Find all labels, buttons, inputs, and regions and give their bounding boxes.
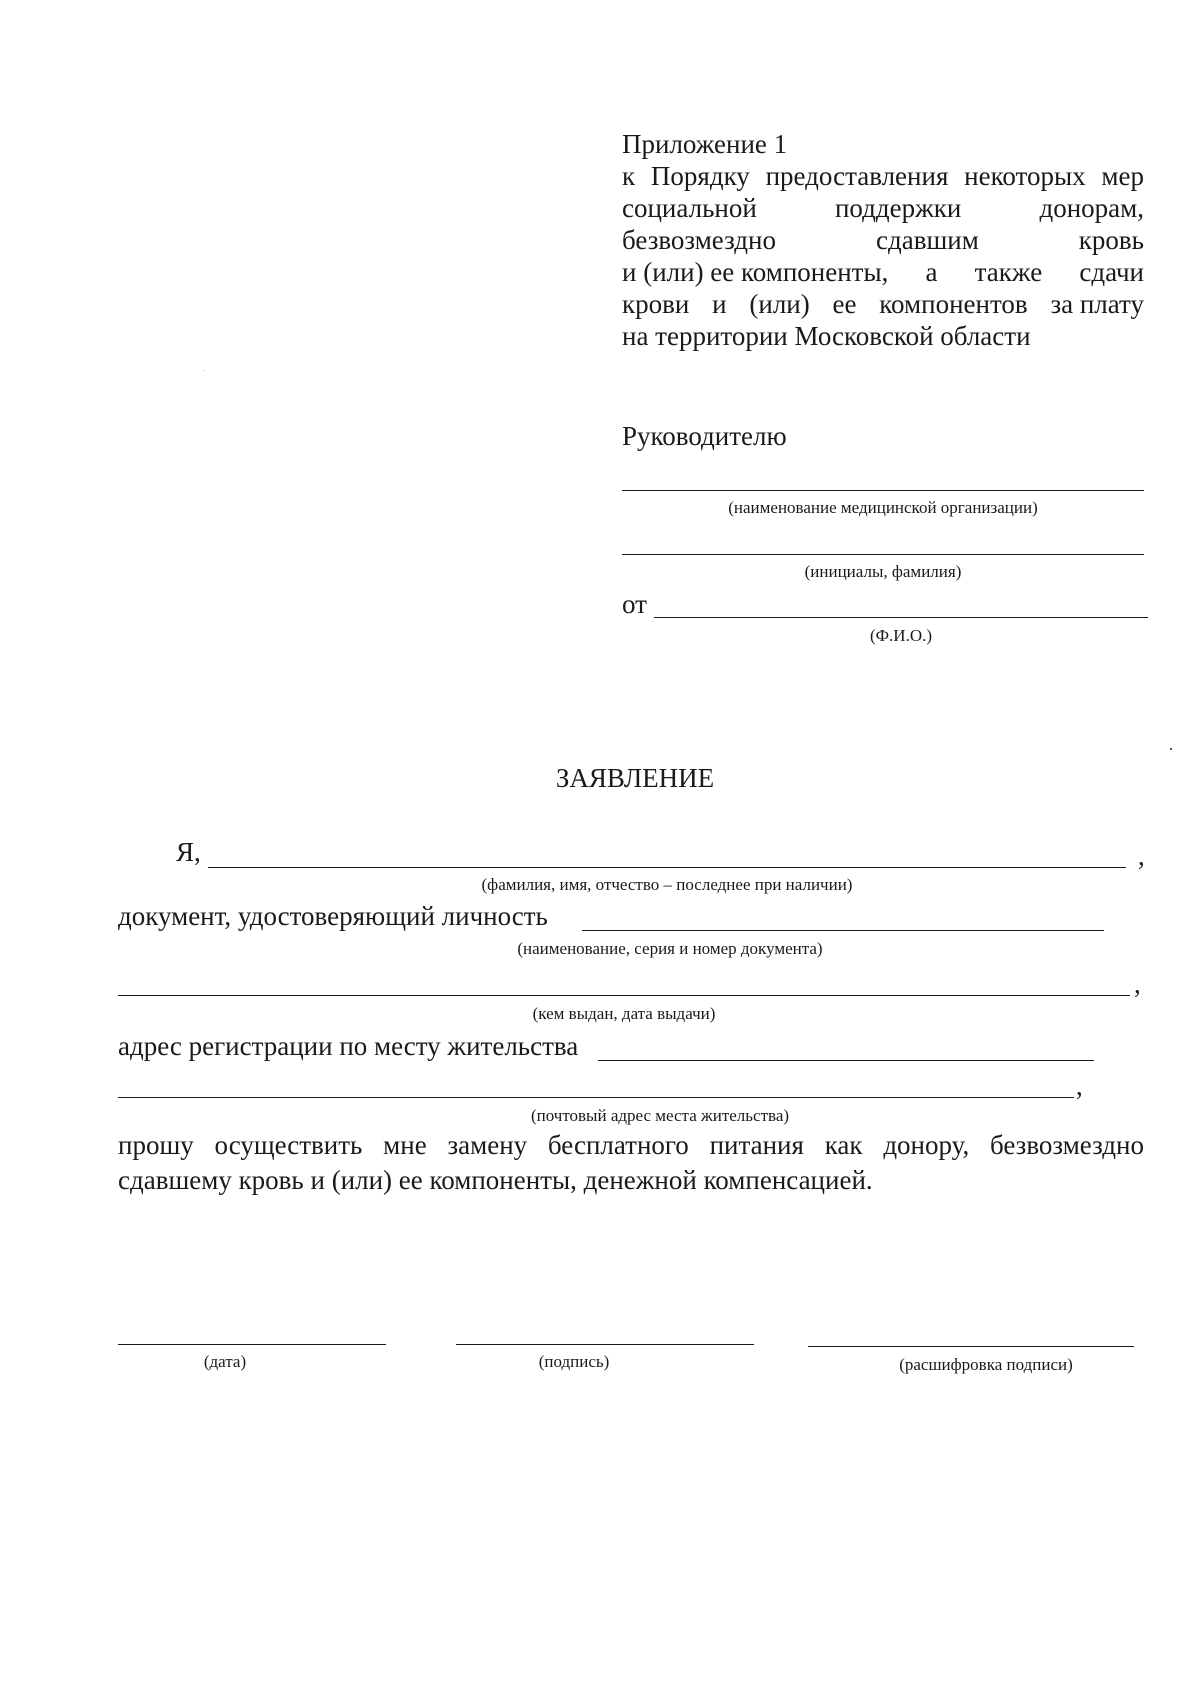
postal-caption: (почтовый адрес места жительства) xyxy=(530,1106,790,1125)
request-line-1: прошу осуществить мне замену бесплатного питания как донору, безвозмездно xyxy=(118,1130,1144,1160)
fullname-comma: , xyxy=(1138,841,1145,871)
request-line-2: сдавшему кровь и (или) ее компоненты, денежной компенсацией. xyxy=(118,1165,873,1195)
appendix-line-5: крови и (или) ее компонентов за плату xyxy=(622,289,1144,319)
appendix-line-4: и (или) ее компоненты, а также сдачи xyxy=(622,257,1144,287)
postal-line xyxy=(118,1097,1074,1098)
signature-caption: (подпись) xyxy=(538,1352,610,1371)
org-name-caption: (наименование медицинской организации) xyxy=(728,498,1038,517)
address-line xyxy=(598,1060,1094,1061)
postal-comma: , xyxy=(1076,1071,1083,1101)
appendix-line-1: к Порядку предоставления некоторых мер xyxy=(622,161,1144,191)
head-name-line xyxy=(622,554,1144,555)
head-name-caption: (инициалы, фамилия) xyxy=(804,562,962,581)
appendix-line-2: социальной поддержки донорам, xyxy=(622,193,1144,223)
i-label: Я, xyxy=(176,837,201,867)
date-caption: (дата) xyxy=(203,1352,247,1371)
signature-line xyxy=(456,1344,754,1345)
issued-line xyxy=(118,995,1130,996)
from-label: от xyxy=(622,589,647,619)
addressee-head: Руководителю xyxy=(622,421,787,451)
appendix-line-3: безвозмездно сдавшим кровь xyxy=(622,225,1144,255)
scan-speck xyxy=(1170,748,1172,750)
request-paragraph xyxy=(118,1128,1144,1198)
id-doc-line xyxy=(582,930,1104,931)
issued-caption: (кем выдан, дата выдачи) xyxy=(532,1004,716,1023)
fullname-caption: (фамилия, имя, отчество – последнее при наличии) xyxy=(481,875,853,894)
id-doc-caption: (наименование, серия и номер документа) xyxy=(517,939,823,958)
appendix-block xyxy=(622,128,1144,352)
decoding-caption: (расшифровка подписи) xyxy=(899,1355,1073,1374)
date-line xyxy=(118,1344,386,1345)
applicant-fio-line xyxy=(654,617,1148,618)
document-heading: ЗАЯВЛЕНИЕ xyxy=(555,763,715,793)
id-doc-label: документ, удостоверяющий личность xyxy=(118,901,548,931)
address-label: адрес регистрации по месту жительства xyxy=(118,1031,579,1061)
org-name-line xyxy=(622,490,1144,491)
appendix-title: Приложение 1 xyxy=(622,129,788,159)
issued-comma: , xyxy=(1134,969,1141,999)
scan-speck xyxy=(203,370,204,371)
fullname-line xyxy=(208,867,1126,868)
appendix-line-6: на территории Московской области xyxy=(622,321,1031,351)
decoding-line xyxy=(808,1346,1134,1347)
applicant-fio-caption: (Ф.И.О.) xyxy=(869,626,933,645)
